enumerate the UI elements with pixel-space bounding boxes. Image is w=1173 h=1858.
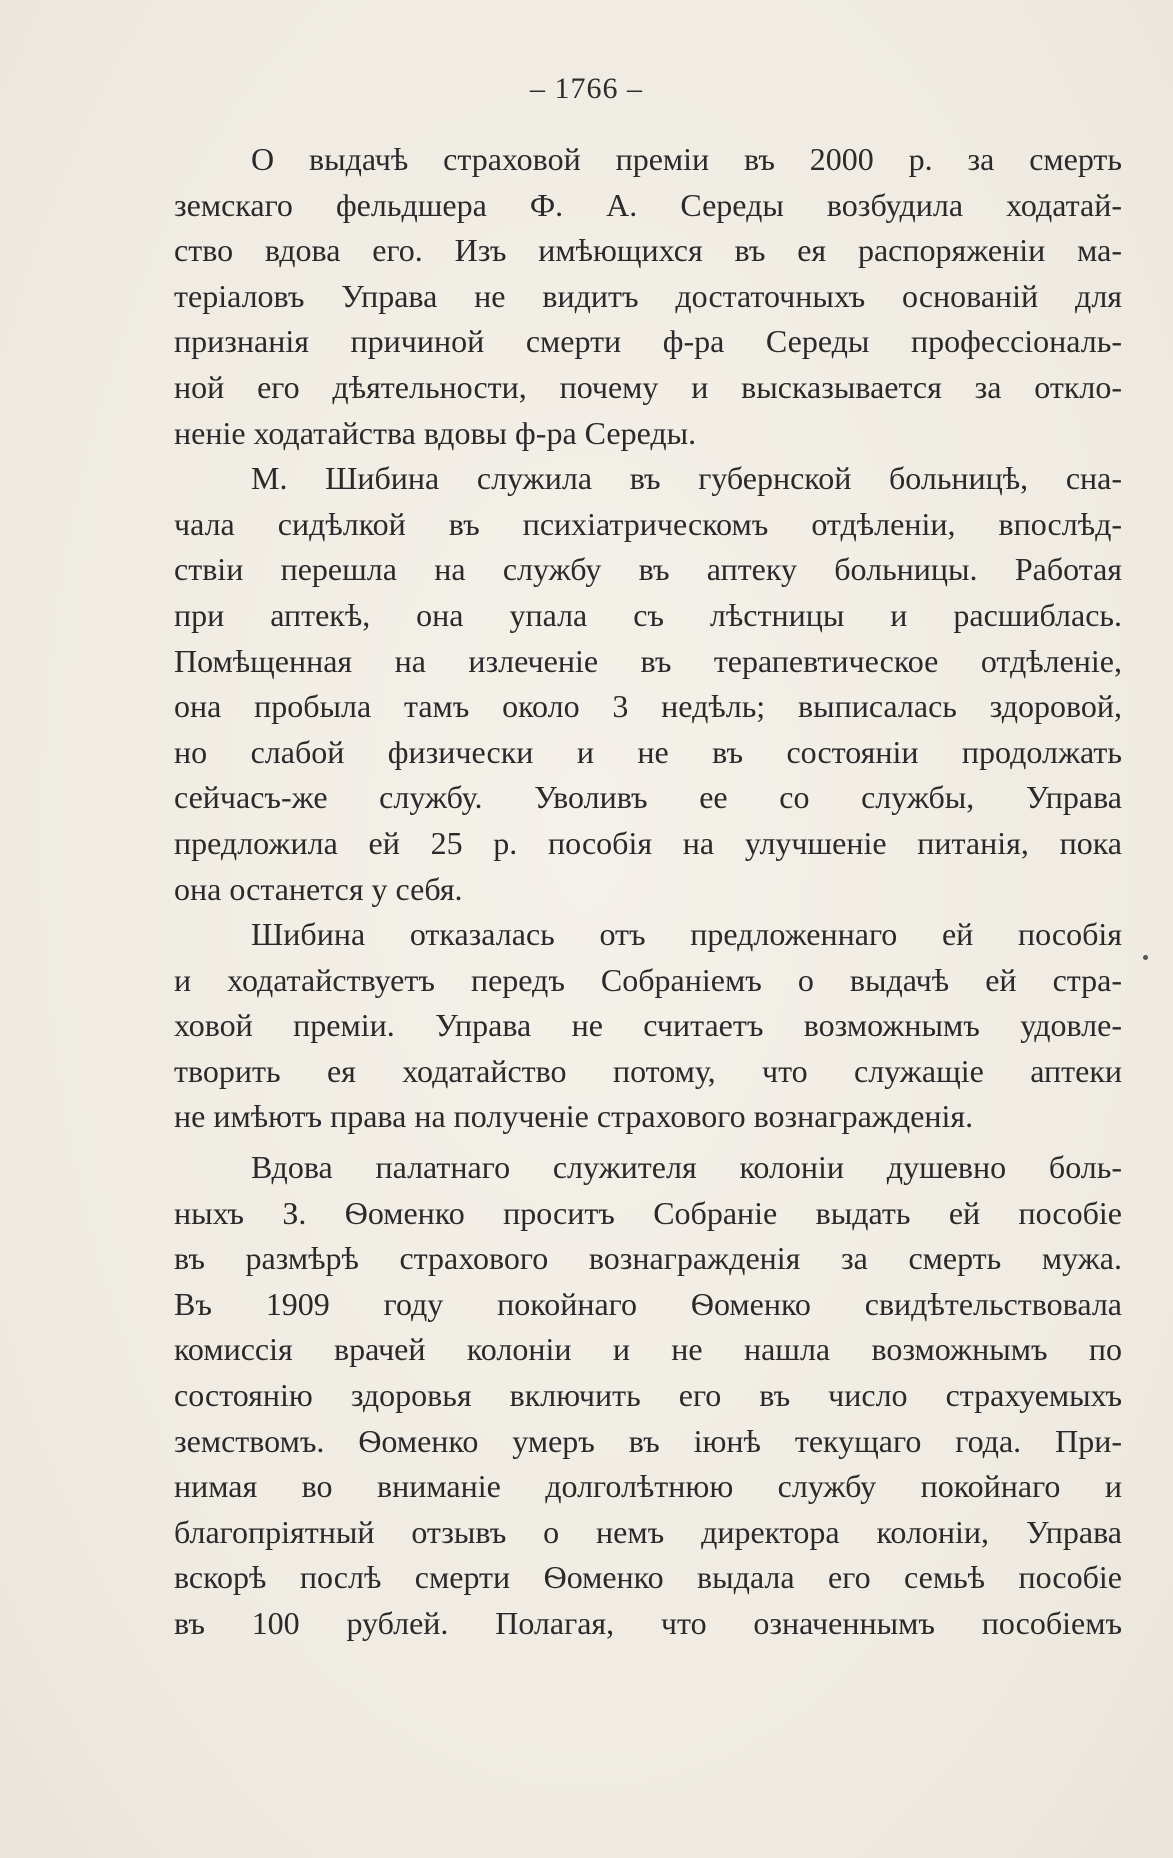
text-line: Вдова палатнаго служителя колоніи душевно боль- — [251, 1149, 1122, 1186]
text-line: Шибина отказалась отъ предложеннаго ей пособія — [251, 916, 1122, 953]
text-line: при аптекѣ, она упала съ лѣстницы и расшиблась. — [174, 596, 1122, 633]
paragraph-2 — [174, 456, 1122, 912]
text-line: ствіи перешла на службу въ аптеку больницы. Работая — [174, 551, 1122, 588]
text-line: земствомъ. Ѳоменко умеръ въ іюнѣ текущаго года. При- — [174, 1422, 1122, 1459]
text-line: вскорѣ послѣ смерти Ѳоменко выдала его семьѣ пособіе — [174, 1559, 1122, 1596]
text-line: состоянію здоровья включить его въ число страхуемыхъ — [174, 1377, 1122, 1414]
text-line: земскаго фельдшера Ф. А. Середы возбудила ходатай- — [174, 186, 1122, 223]
text-line: не имѣютъ права на полученіе страхового вознагражденія. — [174, 1098, 974, 1135]
text-line: Въ 1909 году покойнаго Ѳоменко свидѣтельствовала — [174, 1285, 1122, 1322]
text-line: комиссія врачей колоніи и не нашла возможнымъ по — [174, 1331, 1122, 1368]
page-number: – 1766 – — [530, 72, 643, 105]
text-line: она пробыла тамъ около 3 недѣль; выписалась здоровой, — [174, 688, 1122, 725]
text-line: ховой преміи. Управа не считаетъ возможнымъ удовле- — [174, 1007, 1122, 1044]
text-line: она останется у себя. — [174, 870, 463, 907]
text-line: М. Шибина служила въ губернской больницѣ, сна- — [251, 460, 1122, 497]
text-line: ной его дѣятельности, почему и высказывается за откло- — [174, 368, 1122, 405]
text-line: ство вдова его. Изъ имѣющихся въ ея распоряженіи ма- — [174, 232, 1122, 269]
text-line: предложила ей 25 р. пособія на улучшеніе питанія, пока — [174, 824, 1122, 861]
text-line: въ 100 рублей. Полагая, что означеннымъ пособіемъ — [174, 1605, 1122, 1641]
ink-speck — [1143, 955, 1148, 960]
text-line: и ходатайствуетъ передъ Собраніемъ о выдачѣ ей стра- — [174, 961, 1122, 998]
text-line: теріаловъ Управа не видитъ достаточныхъ основаній для — [174, 277, 1122, 314]
text-line: благопріятный отзывъ о немъ директора колоніи, Управа — [174, 1513, 1122, 1550]
text-line: въ размѣрѣ страхового вознагражденія за смерть мужа. — [174, 1240, 1122, 1277]
text-line: чала сидѣлкой въ психіатрическомъ отдѣленіи, впослѣд- — [174, 505, 1122, 542]
text-line: ныхъ З. Ѳоменко проситъ Собраніе выдать ей пособіе — [174, 1194, 1122, 1231]
paragraph-3 — [174, 912, 1122, 1140]
paragraph-4 — [174, 1145, 1122, 1647]
text-line: но слабой физически и не въ состояніи продолжать — [174, 733, 1122, 770]
text-line: О выдачѣ страховой преміи въ 2000 р. за смерть — [251, 141, 1122, 177]
text-line: Помѣщенная на излеченіе въ терапевтическое отдѣленіе, — [174, 642, 1122, 679]
text-line: творить ея ходатайство потому, что служащіе аптеки — [174, 1052, 1122, 1089]
body-text — [174, 137, 1122, 1647]
text-line: признанія причиной смерти ф-ра Середы профессіональ- — [174, 323, 1122, 360]
paragraph-1 — [174, 137, 1122, 456]
text-line: сейчасъ-же службу. Уволивъ ее со службы, Управа — [174, 779, 1122, 816]
text-line: нимая во вниманіе долголѣтнюю службу покойнаго и — [174, 1468, 1122, 1505]
text-line: неніе ходатайства вдовы ф-ра Середы. — [174, 414, 697, 451]
